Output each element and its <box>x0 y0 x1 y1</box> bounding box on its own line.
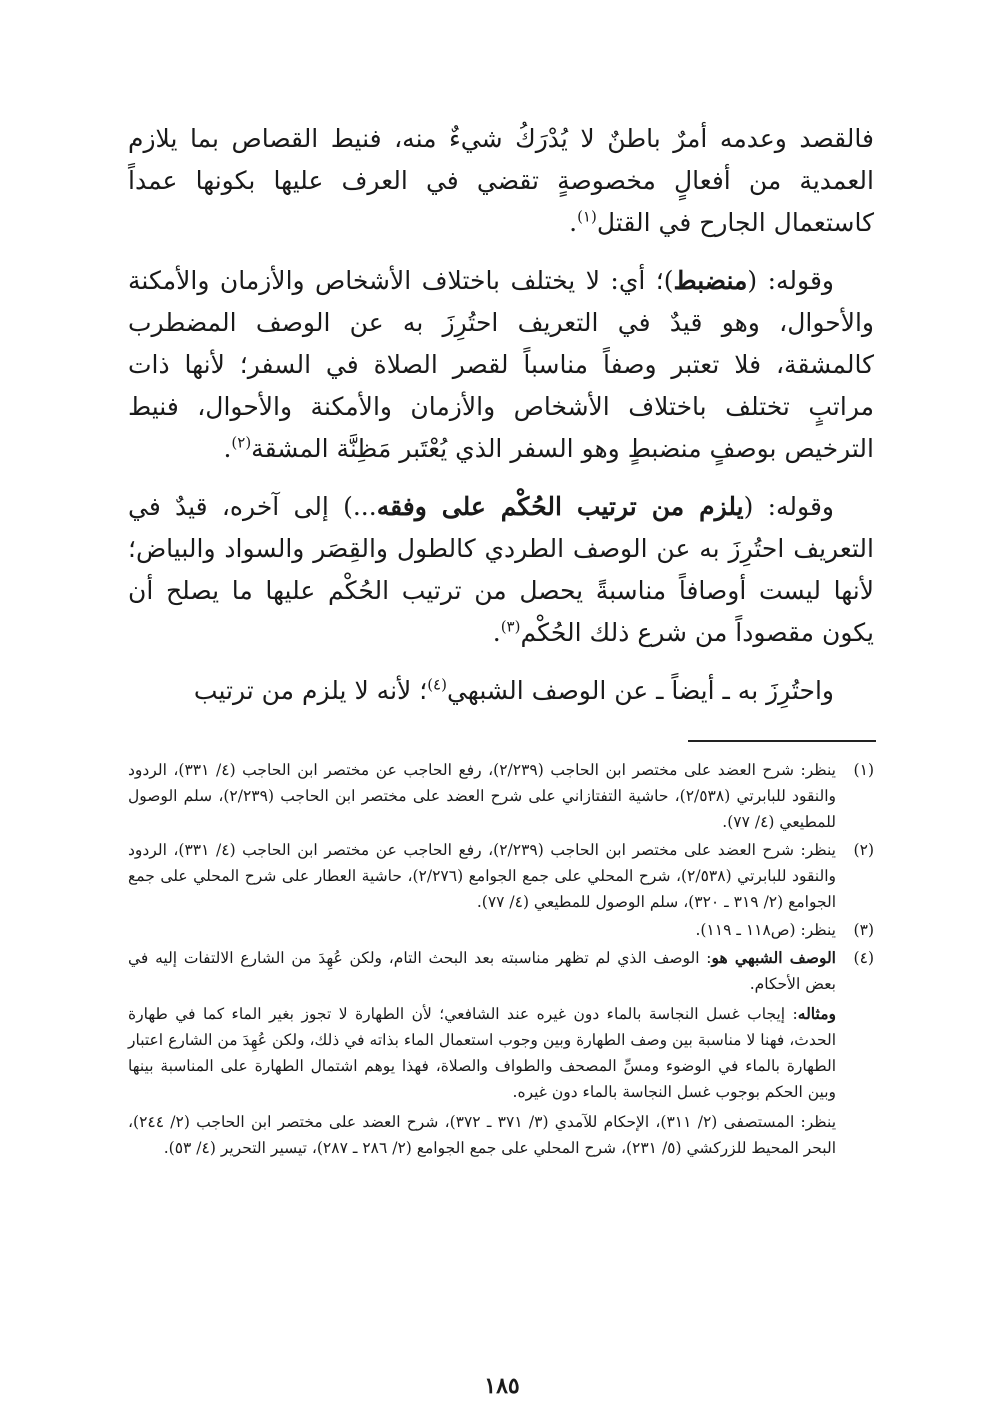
footnote-1-body <box>128 757 836 835</box>
paragraph-4-end: ؛ لأنه لا يلزم من ترتيب <box>193 676 428 705</box>
footnote-3-body <box>128 917 836 943</box>
page-number: ١٨٥ <box>484 1373 520 1399</box>
paragraph-3-end: . <box>492 618 501 647</box>
paragraph-3-text: ...) إلى آخره، قيدٌ في التعريف احتُرِزَ به عن الوصف الطردي كالطول والقِصَر والسواد والبياض؛ لأنها ليست أوصافاً مناسبةً يحصل من ترتيب الحُكْم عليها ما يصلح أن يكون مقصوداً من شرع ذلك الحُكْم <box>128 492 874 647</box>
footnotes <box>128 757 874 1163</box>
footnote-2 <box>128 837 874 915</box>
footnote-ref-2[interactable]: (٢) <box>231 433 252 452</box>
footnote-3-text: ينظر: (ص١١٨ ـ ١١٩). <box>695 921 836 939</box>
footnote-3-number: (٣) <box>853 921 874 939</box>
footnote-1 <box>128 757 874 835</box>
paragraph-2-intro: وقوله: ( <box>747 266 834 295</box>
footnote-4-definition <box>128 945 836 997</box>
paragraph-4-text: واحتُرِزَ به ـ أيضاً ـ عن الوصف الشبهي <box>446 676 834 705</box>
term-yalzam: يلزم من ترتيب الحُكْم على وفقه <box>376 492 744 521</box>
footnote-ref-3[interactable]: (٣) <box>500 617 521 636</box>
footnote-4-label-example: ومثاله <box>797 1004 836 1023</box>
footnote-3 <box>128 917 874 943</box>
footnote-4-references: ينظر: المستصفى (٢/ ٣١١)، الإحكام للآمدي (٣/ ٣٧١ ـ ٣٧٢)، شرح العضد على مختصر ابن الحاجب (٢/ ٢٤٤)، البحر المحيط للزركشي (٥/ ٢٣١)، شرح المحلي على جمع الجوامع (٢/ ٢٨٦ ـ ٢٨٧)، تيسير التحرير (٤/ ٥٣). <box>128 1113 837 1157</box>
footnote-4 <box>128 945 874 1161</box>
main-text <box>128 118 874 712</box>
paragraph-1-end: . <box>569 208 578 237</box>
paragraph-3-intro: وقوله: ( <box>743 492 834 521</box>
paragraph-1-text: فالقصد وعدمه أمرٌ باطنٌ لا يُدْرَكُ شيءٌ منه، فنيط القصاص بما يلازم العمدية من أفعالٍ مخصوصةٍ تقضي في العرف عليها بكونها عمداً كاستعمال الجارح في القتل <box>128 124 874 237</box>
paragraph-1 <box>128 118 874 244</box>
footnote-4-label-definition: الوصف الشبهي هو <box>711 948 836 967</box>
footnote-2-text: ينظر: شرح العضد على مختصر ابن الحاجب (٢/٢٣٩)، رفع الحاجب عن مختصر ابن الحاجب (٤/ ٣٣١)، الردود والنقود للبابرتي (٢/٥٣٨)، شرح المحلي على جمع الجوامع (٢/٢٧٦)، حاشية العطار على شرح المحلي على جمع الجوامع (٢/ ٣١٩ ـ ٣٢٠)، سلم الوصول للمطيعي (٤/ ٧٧). <box>128 841 836 911</box>
footnote-4-example <box>128 1001 836 1105</box>
footnote-1-text: ينظر: شرح العضد على مختصر ابن الحاجب (٢/٢٣٩)، رفع الحاجب عن مختصر ابن الحاجب (٤/ ٣٣١)، الردود والنقود للبابرتي (٢/٥٣٨)، حاشية التفتازاني على شرح العضد على مختصر ابن الحاجب (٢/٢٣٩)، سلم الوصول للمطيعي (٤/ ٧٧). <box>128 761 837 831</box>
footnote-ref-4[interactable]: (٤) <box>427 675 447 694</box>
footnote-4-example-text: : إيجاب غسل النجاسة بالماء دون غيره عند الشافعي؛ لأن الطهارة لا تجوز بغير الماء كما في طهارة الحدث، فهنا لا مناسبة بين وصف الطهارة وبين وجوب استعمال الماء بذاته في ذلك، ولكن عُهِدَ من الشارع اعتبار الطهارة بالماء في الوضوء ومسِّ المصحف والطواف والصلاة، فهذا يوهم اشتمال الطهارة على المناسبة بينها وبين الحكم بوجوب غسل النجاسة بالماء دون غيره. <box>128 1005 836 1101</box>
footnote-separator <box>688 740 876 742</box>
footnote-ref-1[interactable]: (١) <box>577 207 597 226</box>
paragraph-2-end: . <box>223 434 232 463</box>
paragraph-4 <box>128 670 874 712</box>
paragraph-2 <box>128 260 874 470</box>
paragraph-2-text: )؛ أي: لا يختلف باختلاف الأشخاص والأزمان والأمكنة والأحوال، وهو قيدٌ في التعريف احتُرِزَ به عن الوصف المضطرب كالمشقة، فلا تعتبر وصفاً مناسباً لقصر الصلاة في السفر؛ لأنها ذات مراتبٍ تختلف باختلاف الأشخاص والأزمان والأمكنة والأحوال، فنيط الترخيص بوصفٍ منضبطٍ وهو السفر الذي يُعْتَبر مَظِنَّة المشقة <box>128 266 874 463</box>
term-munDabit: منضبط <box>673 266 748 295</box>
footnote-4-definition-text: : الوصف الذي لم تظهر مناسبته بعد البحث التام، ولكن عُهِدَ من الشارع الالتفات إليه في بعض الأحكام. <box>128 949 836 993</box>
footnote-1-number: (١) <box>853 761 874 779</box>
footnote-2-number: (٢) <box>853 841 874 859</box>
footnote-4-body <box>128 945 836 1161</box>
footnote-4-number: (٤) <box>853 949 874 967</box>
paragraph-3 <box>128 486 874 654</box>
footnote-2-body <box>128 837 836 915</box>
